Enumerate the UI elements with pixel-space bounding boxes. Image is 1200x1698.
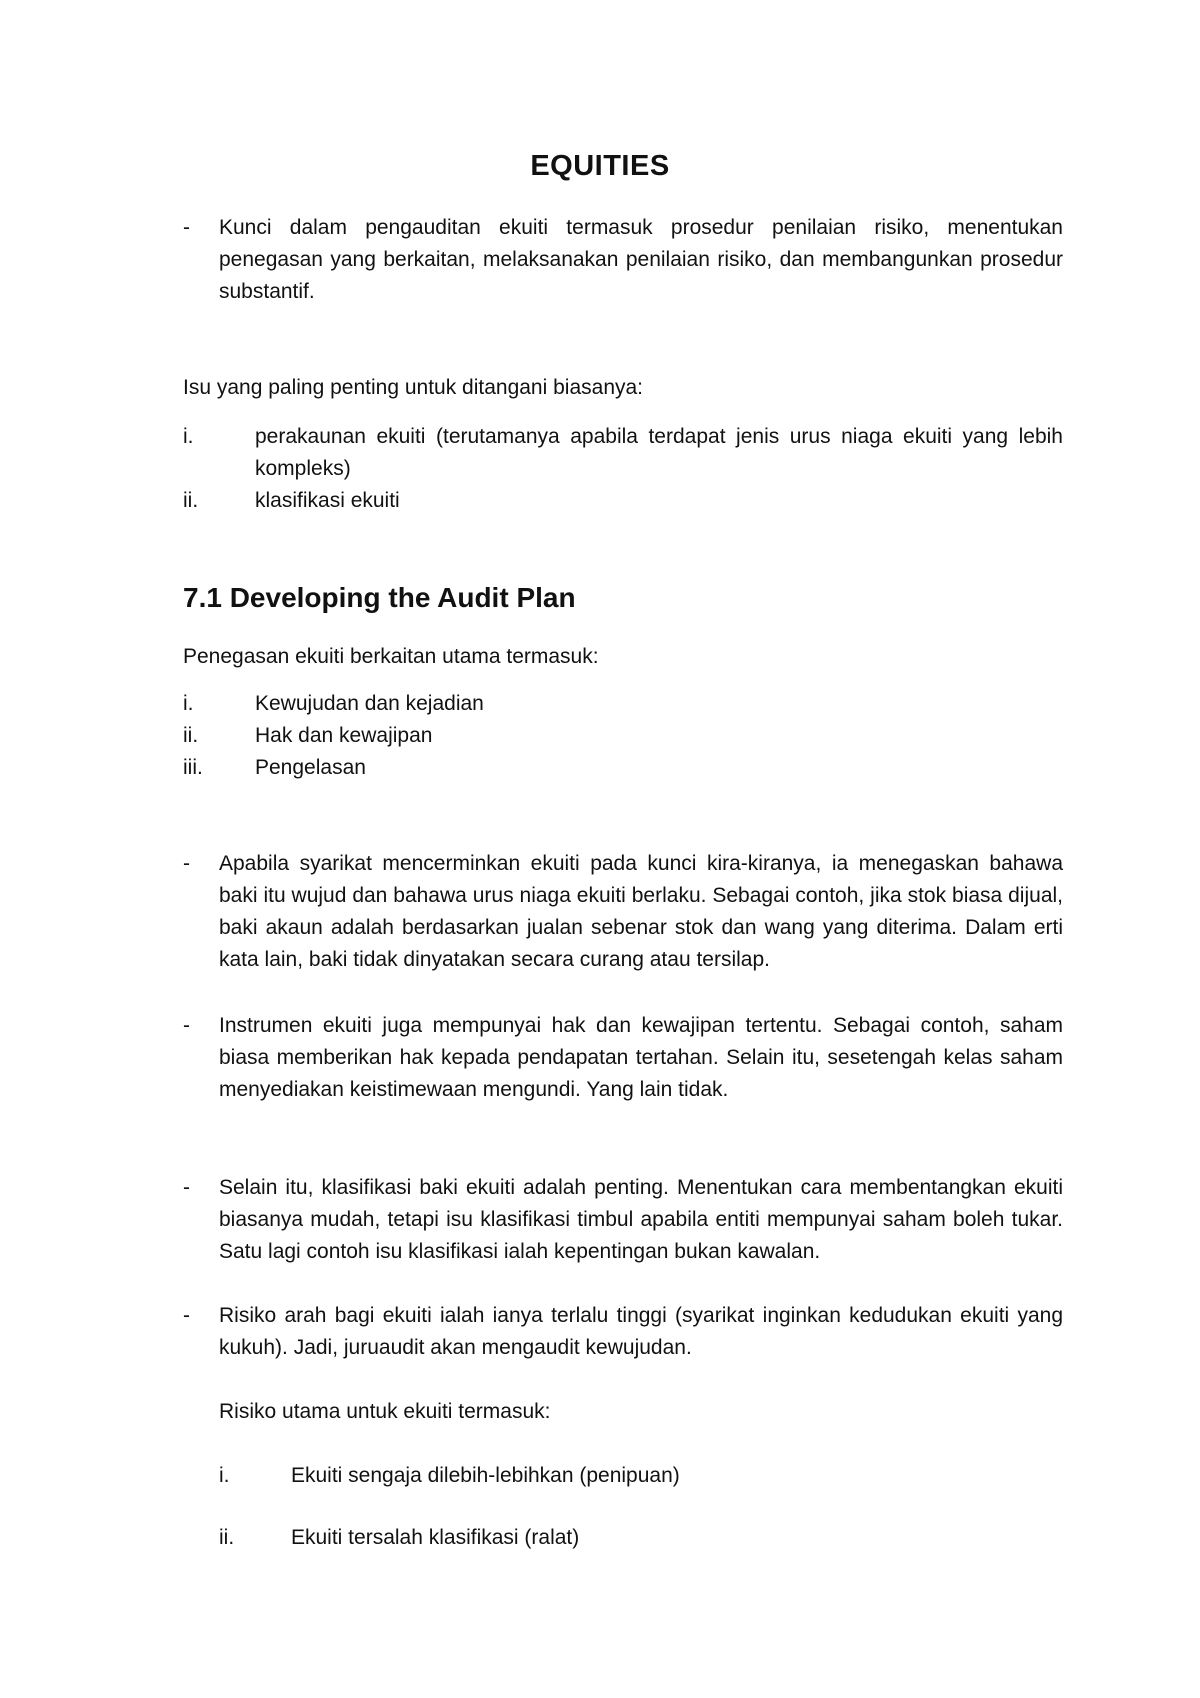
issues-item-2-num: ii. — [183, 489, 199, 512]
risks-item-2 — [219, 1522, 1063, 1554]
dash-marker: - — [183, 216, 190, 239]
assertions-item-2-num: ii. — [183, 724, 199, 747]
bullet-3 — [183, 1172, 1063, 1268]
issues-item-2-text: klasifikasi ekuiti — [255, 489, 400, 512]
issues-lead: Isu yang paling penting untuk ditangani biasanya: — [183, 376, 644, 399]
bullet-1 — [183, 848, 1063, 976]
risks-item-1 — [219, 1460, 1063, 1492]
dash-marker: - — [183, 1304, 190, 1327]
bullet-4 — [183, 1300, 1063, 1364]
bullet-4-text: Risiko arah bagi ekuiti ialah ianya terlalu tinggi (syarikat inginkan kedudukan ekuiti yang kukuh). Jadi, juruaudit akan mengaudit kewujudan. — [219, 1304, 1063, 1359]
issues-item-2 — [183, 485, 1063, 517]
document-title: EQUITIES — [530, 150, 670, 182]
risks-lead: Risiko utama untuk ekuiti termasuk: — [219, 1400, 551, 1423]
assertions-item-2-text: Hak dan kewajipan — [255, 724, 433, 747]
intro-bullet — [183, 212, 1063, 308]
risks-item-2-num: ii. — [219, 1526, 235, 1549]
intro-bullet-text: Kunci dalam pengauditan ekuiti termasuk prosedur penilaian risiko, menentukan penegasan yang berkaitan, melaksanakan penilaian risiko, dan membangunkan prosedur substantif. — [219, 216, 1063, 303]
assertions-item-2 — [183, 720, 1063, 752]
risks-item-2-text: Ekuiti tersalah klasifikasi (ralat) — [291, 1526, 580, 1549]
dash-marker: - — [183, 1014, 190, 1037]
risks-item-1-text: Ekuiti sengaja dilebih-lebihkan (penipuan) — [291, 1464, 680, 1487]
issues-item-1 — [183, 421, 1063, 485]
assertions-lead: Penegasan ekuiti berkaitan utama termasuk: — [183, 645, 599, 668]
issues-item-1-num: i. — [183, 425, 194, 448]
assertions-item-3-text: Pengelasan — [255, 756, 366, 779]
issues-item-1-text: perakaunan ekuiti (terutamanya apabila terdapat jenis urus niaga ekuiti yang lebih kompleks) — [255, 425, 1063, 480]
dash-marker: - — [183, 852, 190, 875]
dash-marker: - — [183, 1176, 190, 1199]
assertions-item-1 — [183, 688, 1063, 720]
bullet-2 — [183, 1010, 1063, 1106]
section-heading: 7.1 Developing the Audit Plan — [183, 582, 576, 613]
assertions-item-1-num: i. — [183, 692, 194, 715]
assertions-item-3 — [183, 752, 1063, 784]
bullet-2-text: Instrumen ekuiti juga mempunyai hak dan kewajipan tertentu. Sebagai contoh, saham biasa memberikan hak kepada pendapatan tertahan. Selain itu, sesetengah kelas saham menyediakan keistimewaan mengundi. Yang lain tidak. — [219, 1014, 1063, 1101]
risks-item-1-num: i. — [219, 1464, 230, 1487]
bullet-3-text: Selain itu, klasifikasi baki ekuiti adalah penting. Menentukan cara membentangkan ekuiti biasanya mudah, tetapi isu klasifikasi timbul apabila entiti mempunyai saham boleh tukar. Satu lagi contoh isu klasifikasi ialah kepentingan bukan kawalan. — [219, 1176, 1063, 1263]
assertions-item-1-text: Kewujudan dan kejadian — [255, 692, 484, 715]
assertions-item-3-num: iii. — [183, 756, 203, 779]
bullet-1-text: Apabila syarikat mencerminkan ekuiti pada kunci kira-kiranya, ia menegaskan bahawa baki itu wujud dan bahawa urus niaga ekuiti berlaku. Sebagai contoh, jika stok biasa dijual, baki akaun adalah berdasarkan jualan sebenar stok dan wang yang diterima. Dalam erti kata lain, baki tidak dinyatakan secara curang atau tersilap. — [219, 852, 1063, 971]
